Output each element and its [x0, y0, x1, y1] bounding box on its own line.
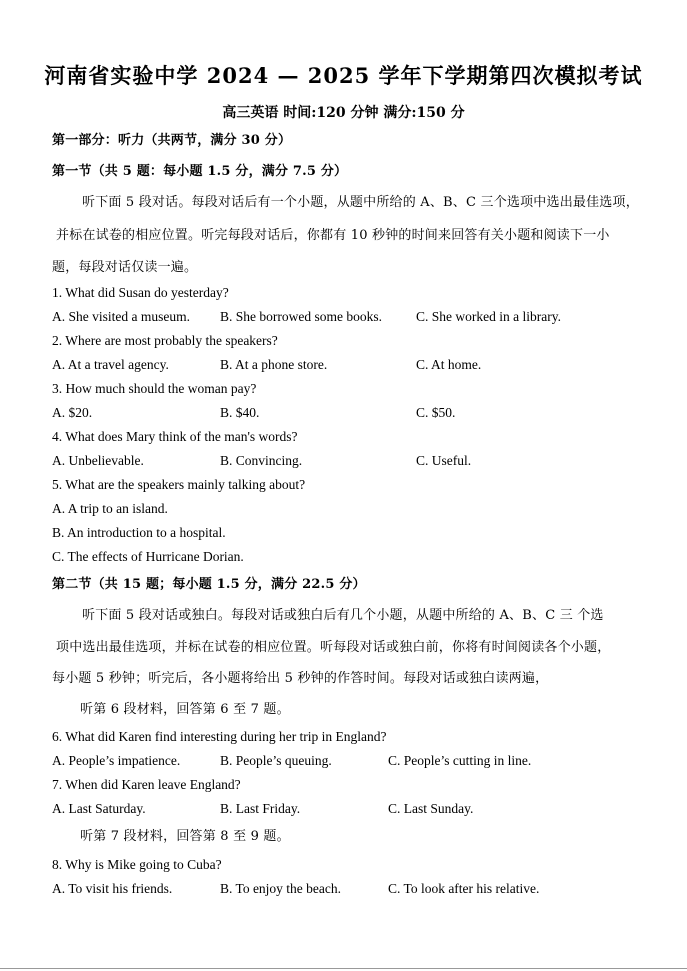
- q1-option-c: C. She worked in a library.: [416, 309, 561, 324]
- question-7: 7. When did Karen leave England?: [52, 777, 241, 792]
- q8-option-a: A. To visit his friends.: [52, 881, 173, 896]
- section1-instruction-2: 并标在试卷的相应位置。听完每段对话后，你都有 10 秒钟的时间来回答有关小题和阅读下一小: [56, 228, 610, 243]
- section1-instruction-3: 题，每段对话仅读一遍。: [52, 260, 198, 275]
- q1-option-a: A. She visited a museum.: [52, 309, 190, 324]
- q3-option-c: C. $50.: [416, 405, 456, 420]
- q2-option-b: B. At a phone store.: [220, 357, 328, 372]
- question-4: 4. What does Mary think of the man's words?: [52, 429, 298, 444]
- part1-heading: 第一部分：听力（共两节，满分 30 分）: [52, 133, 292, 148]
- q5-option-a: A. A trip to an island.: [52, 501, 168, 516]
- section2-instruction-2: 项中选出最佳选项，并标在试卷的相应位置。听每段对话或独白前，你将有时间阅读各个小题，: [56, 640, 611, 655]
- q8-option-c: C. To look after his relative.: [388, 881, 540, 896]
- question-1: 1. What did Susan do yesterday?: [52, 285, 229, 300]
- q6-option-a: A. People’s impatience.: [52, 753, 181, 768]
- q3-option-b: B. $40.: [220, 405, 260, 420]
- question-2: 2. Where are most probably the speakers?: [52, 333, 278, 348]
- q4-option-c: C. Useful.: [416, 453, 472, 468]
- material-7-note: 听第 7 段材料，回答第 8 至 9 题。: [80, 829, 290, 844]
- section1-instruction-1: 听下面 5 段对话。每段对话后有一个小题，从题中所给的 A、B、C 三个选项中选出最佳选项，: [82, 195, 639, 210]
- section2-heading: 第二节（共 15 题；每小题 1.5 分，满分 22.5 分）: [52, 577, 366, 592]
- question-5: 5. What are the speakers mainly talking about?: [52, 477, 306, 492]
- q6-option-c: C. People’s cutting in line.: [388, 753, 532, 768]
- question-3: 3. How much should the woman pay?: [52, 381, 257, 396]
- question-8: 8. Why is Mike going to Cuba?: [52, 857, 222, 872]
- q6-option-b: B. People’s queuing.: [220, 753, 332, 768]
- q5-option-c: C. The effects of Hurricane Dorian.: [52, 549, 244, 564]
- section2-instruction-1: 听下面 5 段对话或独白。每段对话或独白后有几个小题，从题中所给的 A、B、C 三 个选: [82, 608, 604, 623]
- q2-option-c: C. At home.: [416, 357, 482, 372]
- q7-option-c: C. Last Sunday.: [388, 801, 474, 816]
- q5-option-b: B. An introduction to a hospital.: [52, 525, 226, 540]
- q7-option-a: A. Last Saturday.: [52, 801, 146, 816]
- question-6: 6. What did Karen find interesting during her trip in England?: [52, 729, 387, 744]
- page-bottom-divider: [0, 968, 687, 969]
- section1-heading: 第一节（共 5 题：每小题 1.5 分，满分 7.5 分）: [52, 164, 348, 179]
- q1-option-b: B. She borrowed some books.: [220, 309, 382, 324]
- q8-option-b: B. To enjoy the beach.: [220, 881, 342, 896]
- q4-option-b: B. Convincing.: [220, 453, 303, 468]
- q4-option-a: A. Unbelievable.: [52, 453, 144, 468]
- q3-option-a: A. $20.: [52, 405, 93, 420]
- q7-option-b: B. Last Friday.: [220, 801, 301, 816]
- material-6-note: 听第 6 段材料，回答第 6 至 7 题。: [80, 702, 290, 717]
- section2-instruction-3: 每小题 5 秒钟；听完后，各小题将给出 5 秒钟的作答时间。每段对话或独白读两遍，: [52, 671, 549, 686]
- exam-subtitle: 高三英语 时间:120 分钟 满分:150 分: [222, 105, 465, 121]
- exam-title: 河南省实验中学 2024 — 2025 学年下学期第四次模拟考试: [44, 63, 643, 88]
- q2-option-a: A. At a travel agency.: [52, 357, 169, 372]
